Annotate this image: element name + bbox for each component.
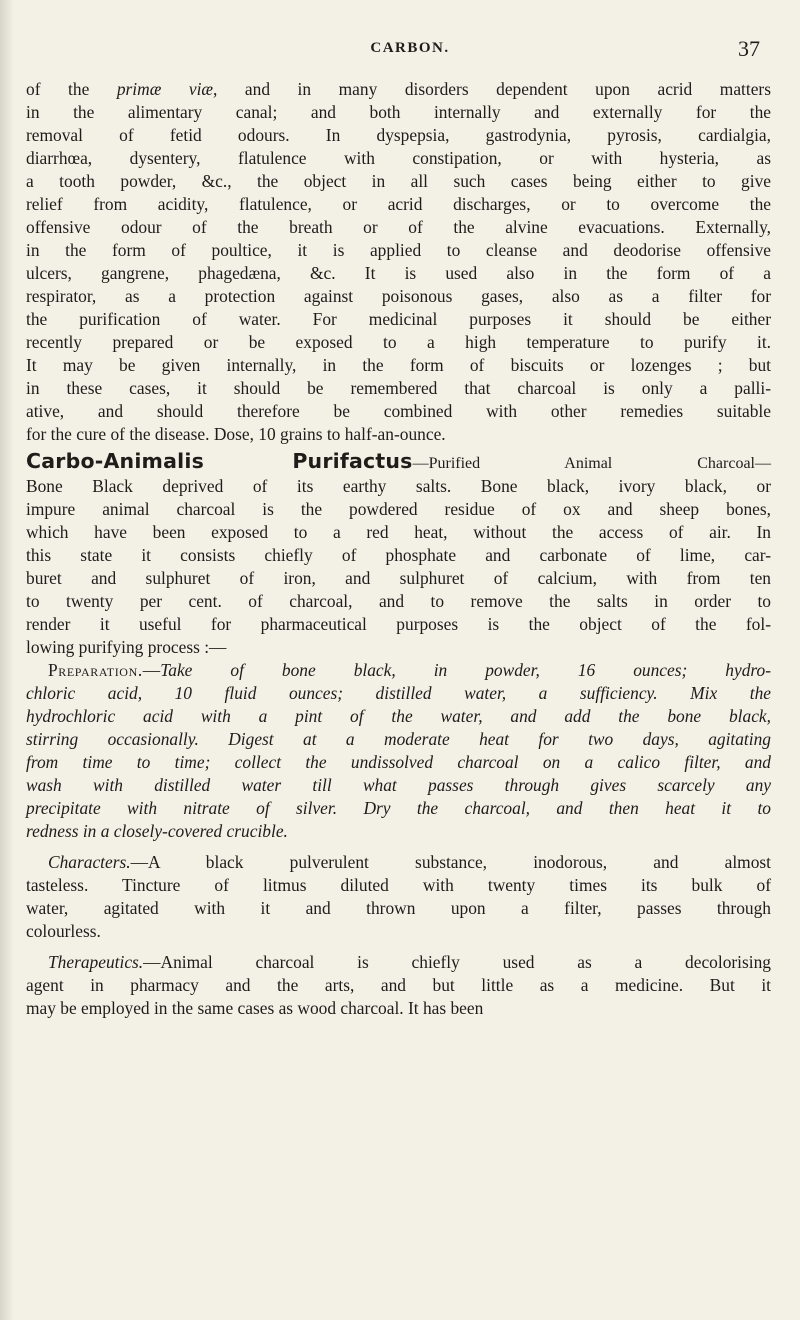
text-line: may be employed in the same cases as wood charcoal. It has been [26,998,484,1018]
text-line: the purification of water. For medicinal purposes it should be either [26,309,771,329]
text-line: ulcers, gangrene, phagedæna, &c. It is used also in the form of a [26,263,771,283]
paragraph-uses [26,78,771,446]
text-line: hydrochloric acid with a pint of the water, and add the bone black, [26,706,771,726]
text-line: this state it consists chiefly of phosphate and carbonate of lime, car- [26,545,771,565]
text-line: in the alimentary canal; and both internally and externally for the [26,102,771,122]
text-line: Characters.—A black pulverulent substance, inodorous, and almost [48,852,771,872]
text-line: in these cases, it should be remembered that charcoal is only a palli- [26,378,771,398]
text-line: offensive odour of the breath or of the alvine evacuations. Externally, [26,217,771,237]
entry-carbo-animalis [26,450,771,659]
page-gutter [0,0,14,1320]
text-line: agent in pharmacy and the arts, and but little as a medicine. But it [26,975,771,995]
text-line: It may be given internally, in the form of biscuits or lozenges ; but [26,355,771,375]
text-line: of the primæ viæ, and in many disorders dependent upon acrid matters [26,79,771,99]
text-line: redness in a closely-covered crucible. [26,821,288,841]
text-line: Preparation.—Take of bone black, in powder, 16 ounces; hydro- [48,660,771,680]
section-label: Therapeutics. [48,952,144,972]
text-line: diarrhœa, dysentery, flatulence with constipation, or with hysteria, as [26,148,771,168]
text-line: relief from acidity, flatulence, or acrid discharges, or to overcome the [26,194,771,214]
paragraph-preparation [26,659,771,843]
text-line: colourless. [26,921,101,941]
text-line: for the cure of the disease. Dose, 10 grains to half-an-ounce. [26,424,446,444]
entry-subtitle: —Purified Animal Charcoal— [412,455,771,472]
text-line: which have been exposed to a red heat, without the access of air. In [26,522,771,542]
body-text [26,78,771,1020]
paragraph-therapeutics [26,951,771,1020]
text-line: to twenty per cent. of charcoal, and to remove the salts in order to [26,591,771,611]
entry-title: Carbo-Animalis Purifactus [26,449,413,473]
text-line: a tooth powder, &c., the object in all such cases being either to give [26,171,771,191]
text-line: Therapeutics.—Animal charcoal is chiefly used as a decolorising [48,952,771,972]
text-line: removal of fetid odours. In dyspepsia, gastrodynia, pyrosis, cardialgia, [26,125,771,145]
page-number: 37 [738,36,760,61]
text-line: buret and sulphuret of iron, and sulphuret of calcium, with from ten [26,568,771,588]
text-line: impure animal charcoal is the powdered residue of ox and sheep bones, [26,499,771,519]
running-head: CARBON. [370,40,450,56]
text-line: Bone Black deprived of its earthy salts. Bone black, ivory black, or [26,476,771,496]
section-label: Preparation. [48,660,143,680]
text-line: lowing purifying process :— [26,637,227,657]
text-line: from time to time; collect the undissolved charcoal on a calico filter, and [26,752,771,772]
section-label: Characters. [48,852,131,872]
page-header [60,36,760,66]
text-line: ative, and should therefore be combined with other remedies suitable [26,401,771,421]
text-line: stirring occasionally. Digest at a moderate heat for two days, agitating [26,729,771,749]
text-line: precipitate with nitrate of silver. Dry the charcoal, and then heat it to [26,798,771,818]
text-line: recently prepared or be exposed to a high temperature to purify it. [26,332,771,352]
text-line: wash with distilled water till what passes through gives scarcely any [26,775,771,795]
text-line: in the form of poultice, it is applied to cleanse and deodorise offensive [26,240,771,260]
text-line: render it useful for pharmaceutical purposes is the object of the fol- [26,614,771,634]
paragraph-characters [26,851,771,943]
text-line: respirator, as a protection against poisonous gases, also as a filter for [26,286,771,306]
text-line: water, agitated with it and thrown upon a filter, passes through [26,898,771,918]
text-line: chloric acid, 10 fluid ounces; distilled water, a sufficiency. Mix the [26,683,771,703]
text-line: tasteless. Tincture of litmus diluted with twenty times its bulk of [26,875,771,895]
